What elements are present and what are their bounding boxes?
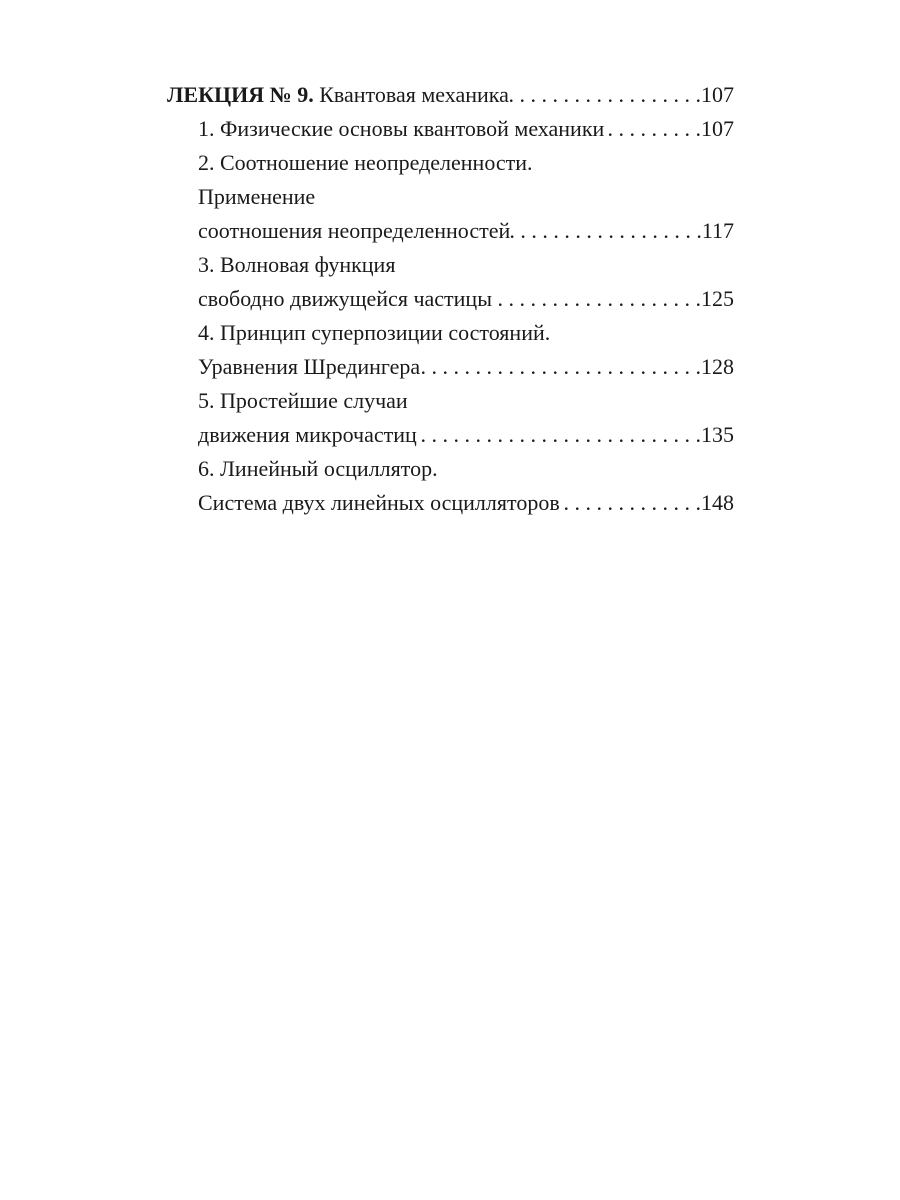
section-title-line: движения микрочастиц [198, 422, 417, 447]
dot-leader [492, 282, 701, 316]
section-title-line: 5. Простейшие случаи [198, 388, 408, 413]
toc-section-6 [167, 486, 734, 520]
page-number: 148 [701, 490, 734, 515]
dot-leader [420, 350, 701, 384]
page-number: 117 [701, 218, 734, 243]
page-number: 107 [701, 82, 734, 107]
section-title-line: 1. Физические основы квантовой механики [198, 116, 605, 141]
page-number: 107 [701, 116, 734, 141]
toc-lecture-heading [167, 78, 509, 112]
section-title-line: 2. Соотношение неопределенности. [198, 150, 533, 175]
section-title-line: соотношения неопределенностей [198, 218, 511, 243]
dot-leader [509, 78, 701, 112]
section-title-line: Уравнения Шредингера [198, 354, 421, 379]
dot-leader [510, 214, 702, 248]
section-title-line: 4. Принцип суперпозиции состояний. [198, 320, 551, 345]
section-title-line: 6. Линейный осциллятор. [198, 456, 438, 481]
toc-lecture-entry [167, 78, 734, 112]
section-title-line: Применение [198, 184, 316, 209]
toc-section-4 [167, 350, 734, 384]
dot-leader [604, 112, 701, 146]
dot-leader [417, 418, 701, 452]
page-number: 135 [701, 422, 734, 447]
toc-section-3 [167, 282, 734, 316]
lecture-title: Квантовая механика [319, 82, 509, 107]
page-number: 125 [701, 286, 734, 311]
toc-section-1 [167, 112, 734, 146]
section-title-line: 3. Волновая функция [198, 252, 396, 277]
page-number: 128 [701, 354, 734, 379]
lecture-label: ЛЕКЦИЯ № 9. [167, 82, 314, 107]
toc-section-5 [167, 418, 734, 452]
section-title-line: свободно движущейся частицы [198, 286, 492, 311]
table-of-contents [167, 78, 734, 520]
dot-leader [560, 486, 701, 520]
toc-section-2 [167, 214, 734, 248]
section-title-line: Система двух линейных осцилляторов [198, 490, 560, 515]
